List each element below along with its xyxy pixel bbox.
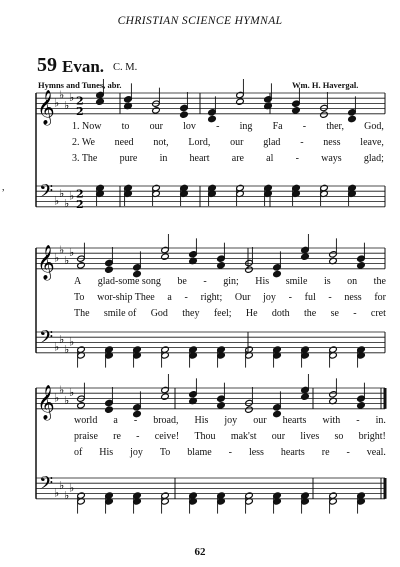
lyric-syllable: God xyxy=(150,308,168,319)
lyric-line xyxy=(72,153,384,164)
lyric-syllable: al xyxy=(266,153,274,164)
lyric-line xyxy=(74,292,386,303)
treble-clef-icon: 𝄞 xyxy=(37,244,55,280)
time-signature: 2 xyxy=(76,187,84,201)
lyric-syllable: blame xyxy=(187,447,212,458)
flat-icon: ♭ xyxy=(59,332,65,346)
margin-mark: , xyxy=(2,182,5,193)
page-number: 62 xyxy=(194,546,206,558)
lyric-syllable: right; xyxy=(200,292,223,303)
lyric-syllable: God, xyxy=(364,121,384,132)
lyric-syllable: A xyxy=(74,276,82,287)
lyric-syllable: need xyxy=(114,137,134,148)
flat-icon: ♭ xyxy=(69,386,75,400)
flat-icon: ♭ xyxy=(69,189,75,203)
note-head xyxy=(357,262,366,269)
lyric-syllable: - xyxy=(203,276,207,287)
note-head xyxy=(180,111,189,118)
note-head xyxy=(292,107,301,114)
lyric-syllable: 3. The xyxy=(72,153,98,164)
lyric-syllable: wor-ship Thee xyxy=(97,292,155,303)
lyric-syllable: ful xyxy=(304,292,316,303)
lyric-line xyxy=(74,431,386,442)
lyric-syllable: doth xyxy=(271,308,290,319)
flat-icon: ♭ xyxy=(64,197,70,211)
flat-icon: ♭ xyxy=(59,478,65,492)
lyric-syllable: to xyxy=(121,121,130,132)
lyric-line xyxy=(74,415,386,426)
lyric-syllable: He xyxy=(245,308,258,319)
lyric-syllable: glad-some song xyxy=(97,276,161,287)
lyric-syllable: cret xyxy=(370,308,386,319)
lyric-syllable: ing xyxy=(239,121,253,132)
lyric-syllable: re xyxy=(113,431,121,442)
lyric-syllable: - xyxy=(184,292,188,303)
lyric-syllable: veal. xyxy=(366,447,386,458)
lyric-syllable: our xyxy=(271,431,286,442)
flat-icon: ♭ xyxy=(54,340,60,354)
lyric-syllable: on xyxy=(347,276,358,287)
lyric-syllable: joy xyxy=(224,415,238,426)
note-head xyxy=(105,266,114,273)
lyric-syllable: not, xyxy=(153,137,169,148)
lyric-syllable: of xyxy=(74,447,83,458)
lyric-syllable: re xyxy=(321,447,330,458)
lyric-syllable: glad; xyxy=(363,153,384,164)
lyric-syllable: glad xyxy=(263,137,281,148)
flat-icon: ♭ xyxy=(64,343,70,357)
lyric-syllable: with xyxy=(322,415,341,426)
meter-label: C. M. xyxy=(113,62,138,73)
lyric-syllable: in. xyxy=(375,415,386,426)
flat-icon: ♭ xyxy=(69,335,75,349)
lyric-syllable: - xyxy=(356,415,360,426)
lyric-syllable: a xyxy=(167,292,172,303)
lyric-syllable: lives xyxy=(300,431,320,442)
lyric-syllable: smile xyxy=(285,276,308,287)
note-head xyxy=(105,406,114,413)
lyric-syllable: be xyxy=(177,276,187,287)
lyric-syllable: His xyxy=(255,276,270,287)
note-head xyxy=(301,393,310,400)
lyric-syllable: Our xyxy=(234,292,251,303)
bass-clef-icon: 𝄢 xyxy=(39,181,54,207)
note-head xyxy=(236,98,245,105)
lyric-syllable: - xyxy=(295,153,299,164)
lyric-syllable: 2. We xyxy=(72,137,95,148)
flat-icon: ♭ xyxy=(59,383,65,397)
lyric-syllable: se xyxy=(330,308,339,319)
lyric-syllable: smile of xyxy=(103,308,137,319)
flat-icon: ♭ xyxy=(59,243,65,257)
flat-icon: ♭ xyxy=(64,99,70,112)
note-head xyxy=(161,253,170,260)
lyric-syllable: hearts xyxy=(282,415,307,426)
flat-icon: ♭ xyxy=(69,246,75,260)
note-head xyxy=(152,107,161,114)
lyric-syllable: lov xyxy=(183,121,196,132)
lyric-syllable: less xyxy=(248,447,264,458)
flat-icon: ♭ xyxy=(69,481,75,495)
time-signature: 2 xyxy=(76,94,84,108)
lyric-syllable: gin; xyxy=(223,276,239,287)
flat-icon: ♭ xyxy=(59,88,65,102)
flat-icon: ♭ xyxy=(64,394,70,407)
note-head xyxy=(77,262,86,269)
flat-icon: ♭ xyxy=(69,91,75,105)
lyric-syllable: His xyxy=(99,447,114,458)
lyric-line xyxy=(72,137,384,148)
lyric-syllable: pure xyxy=(119,153,138,164)
note-head xyxy=(320,111,329,118)
bass-clef-icon: 𝄢 xyxy=(39,327,54,353)
lyric-syllable: ways xyxy=(321,153,342,164)
lyric-syllable: bright! xyxy=(358,431,386,442)
flat-icon: ♭ xyxy=(54,194,60,208)
flat-icon: ♭ xyxy=(64,254,70,267)
hymn-number: 59 xyxy=(37,54,57,76)
lyric-syllable: His xyxy=(194,415,209,426)
lyric-syllable: praise xyxy=(74,431,98,442)
lyric-syllable: feel; xyxy=(213,308,232,319)
note-head xyxy=(96,98,105,105)
note-head xyxy=(245,406,254,413)
flat-icon: ♭ xyxy=(54,251,60,265)
lyric-syllable: is xyxy=(323,276,331,287)
note-head xyxy=(217,402,226,409)
lyric-syllable: world xyxy=(74,415,98,426)
lyric-syllable: in xyxy=(159,153,168,164)
tune-name: Evan. xyxy=(62,57,105,76)
running-head: CHRISTIAN SCIENCE HYMNAL xyxy=(117,15,283,27)
lyric-syllable: Thou xyxy=(194,431,216,442)
time-signature: 2 xyxy=(76,197,84,211)
lyric-syllable: ther, xyxy=(326,121,344,132)
flat-icon: ♭ xyxy=(54,96,60,110)
treble-clef-icon: 𝄞 xyxy=(37,384,55,420)
bass-clef-icon: 𝄢 xyxy=(39,473,54,499)
treble-clef-icon: 𝄞 xyxy=(37,89,55,125)
lyric-syllable: ceive! xyxy=(154,431,180,442)
lyric-syllable: joy xyxy=(130,447,143,458)
lyric-syllable: - xyxy=(302,121,307,132)
lyric-syllable: Fa xyxy=(272,121,283,132)
lyric-syllable: they xyxy=(182,308,200,319)
lyric-syllable: leave, xyxy=(360,137,384,148)
note-head xyxy=(217,262,226,269)
lyric-syllable: - xyxy=(346,447,350,458)
flat-icon: ♭ xyxy=(64,489,70,503)
lyric-syllable: the xyxy=(373,276,386,287)
lyric-syllable: our xyxy=(230,137,244,148)
lyric-syllable: To xyxy=(159,447,171,458)
lyric-syllable: our xyxy=(149,121,163,132)
lyric-syllable: mak'st xyxy=(230,431,257,442)
note-head xyxy=(245,266,254,273)
flat-icon: ♭ xyxy=(59,186,65,200)
lyric-syllable: the xyxy=(304,308,317,319)
lyric-syllable: heart xyxy=(189,153,210,164)
lyric-syllable: broad, xyxy=(153,415,179,426)
lyric-syllable: - xyxy=(136,431,140,442)
lyric-syllable: - xyxy=(228,447,232,458)
lyric-syllable: ness xyxy=(344,292,362,303)
time-signature: 2 xyxy=(76,104,84,118)
lyric-syllable: are xyxy=(231,153,244,164)
lyric-syllable: - xyxy=(328,292,332,303)
lyric-syllable: 1. Now xyxy=(72,121,102,132)
lyric-syllable: hearts xyxy=(280,447,305,458)
lyric-syllable: To xyxy=(74,292,85,303)
lyric-syllable: - xyxy=(216,121,220,132)
lyric-line xyxy=(72,121,384,132)
lyric-syllable: - xyxy=(353,308,357,319)
lyric-syllable: The xyxy=(74,308,90,319)
note-head xyxy=(357,402,366,409)
lyric-syllable: joy xyxy=(263,292,276,303)
note-head xyxy=(161,393,170,400)
lyric-syllable: our xyxy=(253,415,267,426)
lyric-line xyxy=(74,276,386,287)
lyric-syllable: - xyxy=(133,415,138,426)
lyric-syllable: - xyxy=(300,137,304,148)
lyric-syllable: for xyxy=(374,292,386,303)
lyric-syllable: a xyxy=(113,415,118,426)
flat-icon: ♭ xyxy=(54,486,60,500)
lyric-line xyxy=(74,308,386,319)
source-credit: Hymns and Tunes, abr. xyxy=(38,80,122,90)
lyric-syllable: ness xyxy=(323,137,341,148)
author-credit: Wm. H. Havergal. xyxy=(292,80,359,90)
note-head xyxy=(77,402,86,409)
lyric-syllable: - xyxy=(288,292,292,303)
lyric-syllable: so xyxy=(334,431,344,442)
flat-icon: ♭ xyxy=(54,391,60,405)
lyric-syllable: Lord, xyxy=(188,137,211,148)
lyric-line xyxy=(74,447,386,458)
note-head xyxy=(301,253,310,260)
